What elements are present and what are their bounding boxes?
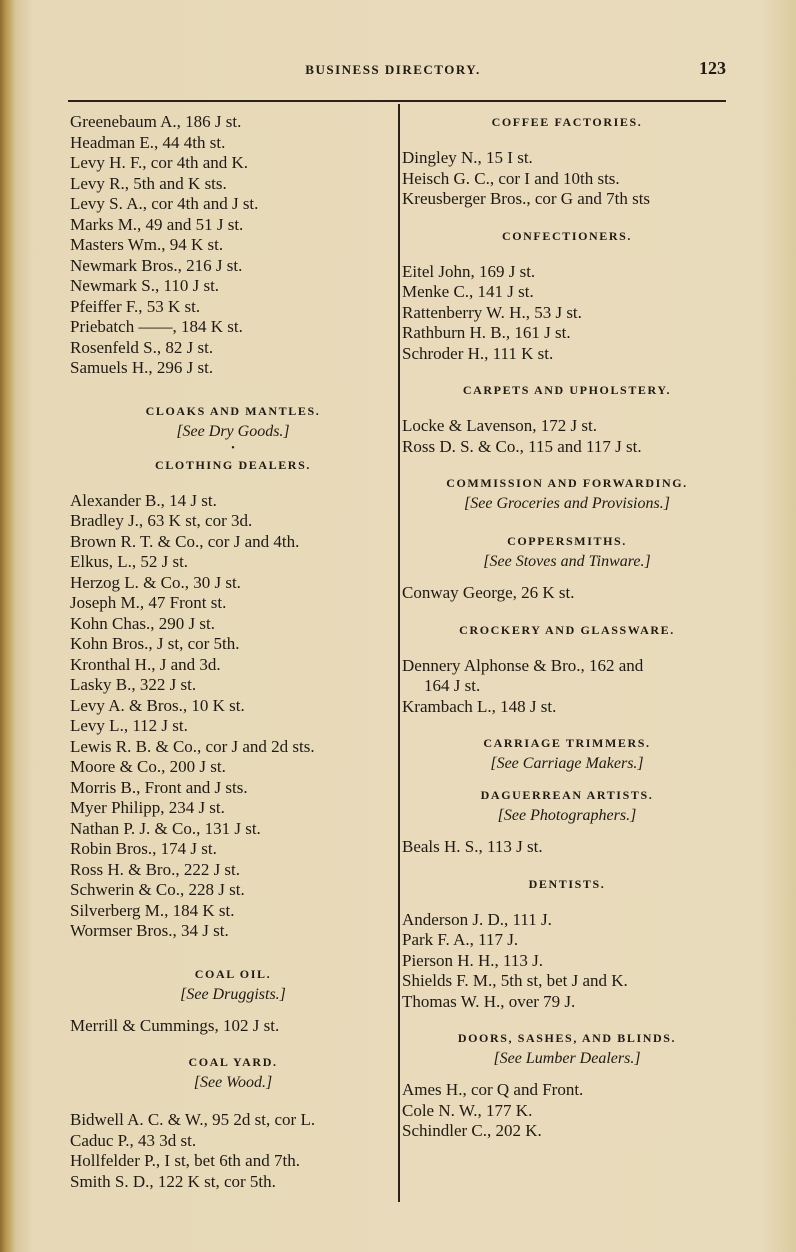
- list-item: Shields F. M., 5th st, bet J and K.: [402, 971, 628, 990]
- list-item: Rattenberry W. H., 53 J st.: [402, 302, 582, 322]
- list-item: Cole N. W., 177 K.: [402, 1100, 533, 1120]
- see-reference: [See Lumber Dealers.]: [493, 1050, 641, 1067]
- list-item: Lasky B., 322 J st.: [70, 675, 197, 694]
- list-item: Rathburn H. B., 161 J st.: [402, 323, 571, 342]
- list-item: Rosenfeld S., 82 J st.: [70, 337, 214, 357]
- section-heading: COAL YARD.: [188, 1055, 278, 1069]
- list-item: Bradley J., 63 K st, cor 3d.: [70, 511, 253, 530]
- section-heading: CARRIAGE TRIMMERS.: [483, 736, 651, 750]
- section-heading: CONFECTIONERS.: [501, 228, 633, 243]
- see-reference: [See Stoves and Tinware.]: [483, 553, 651, 570]
- list-item: Thomas W. H., over 79 J.: [402, 991, 576, 1011]
- list-item: Robin Bros., 174 J st.: [70, 839, 217, 858]
- see-reference: [See Druggists.]: [180, 985, 286, 1003]
- section-heading: COAL OIL.: [194, 966, 272, 981]
- left-column: [70, 112, 396, 1192]
- list-item: Lewis R. B. & Co., cor J and 2d sts.: [70, 736, 315, 756]
- doors-entries: [402, 1080, 732, 1142]
- clothing-entries: [70, 491, 396, 942]
- daguerrean-entries: [402, 837, 732, 858]
- right-column: [402, 112, 732, 1142]
- list-item: Krambach L., 148 J st.: [402, 696, 557, 716]
- section-heading: DOORS, SASHES, AND BLINDS.: [457, 1031, 677, 1045]
- list-item: Alexander B., 14 J st.: [70, 490, 217, 510]
- list-item: Ross H. & Bro., 222 J st.: [70, 859, 241, 879]
- coal-yard-entries: [70, 1110, 396, 1192]
- section-heading: CLOAKS AND MANTLES.: [145, 403, 321, 418]
- list-item: Masters Wm., 94 K st.: [70, 235, 224, 254]
- list-item: Merrill & Cummings, 102 J st.: [70, 1015, 280, 1035]
- see-reference: [See Photographers.]: [497, 807, 637, 824]
- section-heading: COFFEE FACTORIES.: [491, 115, 643, 129]
- list-item: Brown R. T. & Co., cor J and 4th.: [70, 531, 300, 551]
- list-item: Levy R., 5th and K sts.: [70, 173, 227, 193]
- list-item: Locke & Lavenson, 172 J st.: [402, 416, 597, 435]
- list-item: Morris B., Front and J sts.: [70, 777, 248, 797]
- see-reference: [See Wood.]: [193, 1074, 273, 1091]
- list-item: Nathan P. J. & Co., 131 J st.: [70, 818, 261, 838]
- list-item: Pfeiffer F., 53 K st.: [70, 296, 201, 316]
- carpets-entries: [402, 416, 732, 457]
- section-heading: COPPERSMITHS.: [507, 534, 627, 548]
- list-item: Conway George, 26 K st.: [402, 583, 575, 602]
- list-item: Moore & Co., 200 J st.: [70, 757, 226, 776]
- list-item: Dennery Alphonse & Bro., 162 and: [402, 655, 644, 675]
- list-item: Park F. A., 117 J.: [402, 930, 519, 949]
- list-item: Hollfelder P., I st, bet 6th and 7th.: [70, 1151, 300, 1170]
- coal-oil-entries: [70, 1016, 396, 1037]
- dentists-entries: [402, 910, 732, 1013]
- see-reference: [See Dry Goods.]: [176, 422, 290, 440]
- section-heading: CROCKERY AND GLASSWARE.: [459, 622, 675, 637]
- coppersmiths-entries: [402, 583, 732, 604]
- list-item: Myer Philipp, 234 J st.: [70, 798, 225, 817]
- list-item: Kohn Chas., 290 J st.: [70, 613, 215, 633]
- list-item: Menke C., 141 J st.: [402, 282, 534, 301]
- list-item: Herzog L. & Co., 30 J st.: [70, 572, 241, 592]
- list-item: Anderson J. D., 111 J.: [402, 909, 552, 929]
- confectioners-entries: [402, 262, 732, 365]
- list-item: Elkus, L., 52 J st.: [70, 552, 189, 571]
- header-rule: [68, 100, 726, 102]
- list-item: Levy L., 112 J st.: [70, 716, 188, 735]
- list-item: Eitel John, 169 J st.: [402, 261, 536, 281]
- list-item: Greenebaum A., 186 J st.: [70, 112, 242, 131]
- see-reference: [See Carriage Makers.]: [490, 755, 644, 772]
- list-item: Samuels H., 296 J st.: [70, 358, 214, 377]
- list-item: Schindler C., 202 K.: [402, 1121, 542, 1140]
- list-item: Joseph M., 47 Front st.: [70, 593, 227, 612]
- list-item: Kohn Bros., J st, cor 5th.: [70, 634, 240, 653]
- list-item: Heisch G. C., cor I and 10th sts.: [402, 168, 620, 188]
- list-item: Newmark Bros., 216 J st.: [70, 255, 243, 275]
- page-header: [60, 56, 726, 80]
- section-heading: COMMISSION AND FORWARDING.: [446, 476, 688, 490]
- list-item: Levy S. A., cor 4th and J st.: [70, 194, 259, 213]
- bullet-mark: •: [231, 442, 235, 454]
- list-item: Ross D. S. & Co., 115 and 117 J st.: [402, 436, 642, 456]
- list-item: Marks M., 49 and 51 J st.: [70, 214, 244, 234]
- list-item: Ames H., cor Q and Front.: [402, 1080, 584, 1099]
- list-item: Newmark S., 110 J st.: [70, 276, 220, 295]
- column-divider: [398, 104, 400, 1202]
- section-heading: DENTISTS.: [528, 876, 606, 891]
- top-entries: [70, 112, 396, 379]
- coffee-entries: [402, 148, 732, 210]
- list-item: Kronthal H., J and 3d.: [70, 654, 221, 674]
- list-item: Kreusberger Bros., cor G and 7th sts: [402, 189, 651, 208]
- section-heading: CARPETS AND UPHOLSTERY.: [462, 383, 672, 397]
- list-item: 164 J st.: [424, 676, 481, 695]
- list-item: Smith S. D., 122 K st, cor 5th.: [70, 1171, 276, 1191]
- page-number: 123: [699, 58, 726, 78]
- list-item: Pierson H. H., 113 J.: [402, 950, 544, 970]
- section-heading: CLOTHING DEALERS.: [155, 457, 311, 472]
- list-item: Silverberg M., 184 K st.: [70, 900, 235, 920]
- list-item: Schroder H., 111 K st.: [402, 343, 554, 363]
- section-heading: DAGUERREAN ARTISTS.: [480, 788, 654, 802]
- list-item: Levy H. F., cor 4th and K.: [70, 153, 249, 172]
- list-item: Caduc P., 43 3d st.: [70, 1130, 197, 1150]
- list-item: Bidwell A. C. & W., 95 2d st, cor L.: [70, 1110, 316, 1129]
- list-item: Beals H. S., 113 J st.: [402, 837, 543, 856]
- list-item: Dingley N., 15 I st.: [402, 148, 533, 167]
- list-item: Priebatch ——, 184 K st.: [70, 317, 243, 336]
- list-item: Headman E., 44 4th st.: [70, 132, 226, 152]
- list-item: Schwerin & Co., 228 J st.: [70, 880, 245, 899]
- list-item: Wormser Bros., 34 J st.: [70, 921, 229, 940]
- list-item: Levy A. & Bros., 10 K st.: [70, 695, 245, 715]
- page-title: BUSINESS DIRECTORY.: [305, 62, 481, 77]
- see-reference: [See Groceries and Provisions.]: [464, 495, 670, 512]
